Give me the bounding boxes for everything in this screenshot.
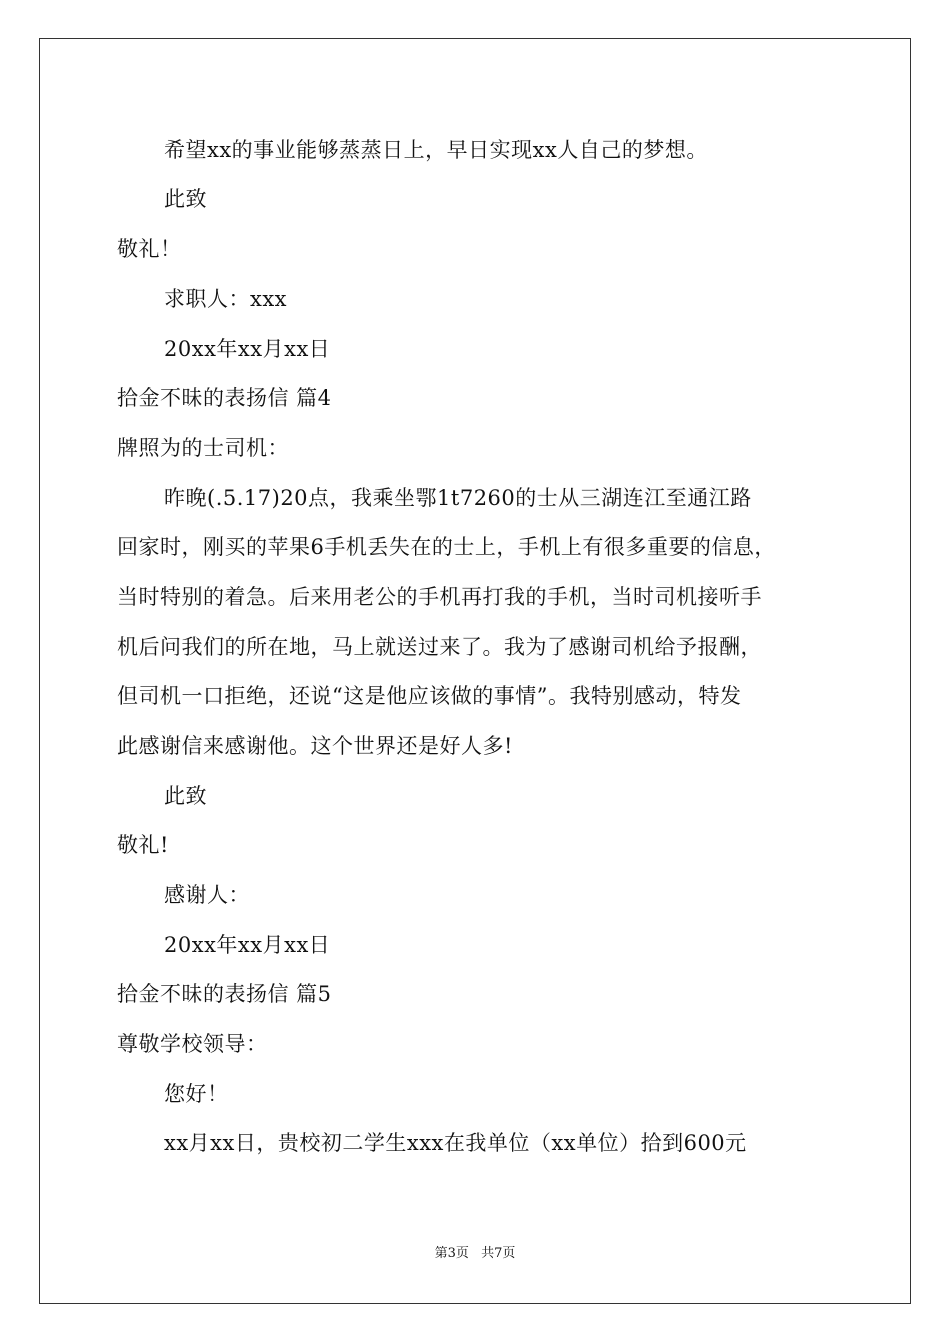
- section-heading: 拾金不昧的表扬信 篇4: [117, 386, 332, 410]
- paragraph-line: 昨晚(.5.17)20点，我乘坐鄂1t7260的士从三湖连江至通江路: [164, 486, 752, 510]
- closing-salutation: 此致: [164, 784, 207, 808]
- closing-respect: 敬礼！: [117, 237, 182, 261]
- page-total: 共7页: [481, 1246, 516, 1261]
- paragraph-line: xx月xx日，贵校初二学生xxx在我单位（xx单位）拾到600元: [164, 1131, 747, 1155]
- page-border: [39, 38, 911, 1304]
- paragraph-line: 回家时，刚买的苹果6手机丢失在的士上，手机上有很多重要的信息，: [117, 535, 776, 559]
- greeting-line: 您好！: [164, 1082, 229, 1106]
- recipient-line: 尊敬学校领导：: [117, 1032, 268, 1056]
- text-line: 希望xx的事业能够蒸蒸日上，早日实现xx人自己的梦想。: [164, 138, 708, 162]
- date-line: 20xx年xx月xx日: [164, 933, 331, 957]
- page-number: 第3页: [434, 1246, 469, 1261]
- closing-respect: 敬礼!: [117, 833, 169, 857]
- closing-salutation: 此致: [164, 187, 207, 211]
- paragraph-line: 当时特别的着急。后来用老公的手机再打我的手机，当时司机接听手: [117, 585, 762, 609]
- paragraph-line: 机后问我们的所在地，马上就送过来了。我为了感谢司机给予报酬，: [117, 635, 762, 659]
- paragraph-line: 此感谢信来感谢他。这个世界还是好人多!: [117, 734, 513, 758]
- section-heading: 拾金不昧的表扬信 篇5: [117, 982, 332, 1006]
- paragraph-line: 但司机一口拒绝，还说“这是他应该做的事情”。我特别感动，特发: [117, 684, 742, 708]
- signature-line: 求职人：xxx: [164, 287, 288, 311]
- signature-line: 感谢人：: [164, 883, 250, 907]
- recipient-line: 牌照为的士司机：: [117, 436, 289, 460]
- date-line: 20xx年xx月xx日: [164, 337, 331, 361]
- page-footer: [0, 1245, 950, 1263]
